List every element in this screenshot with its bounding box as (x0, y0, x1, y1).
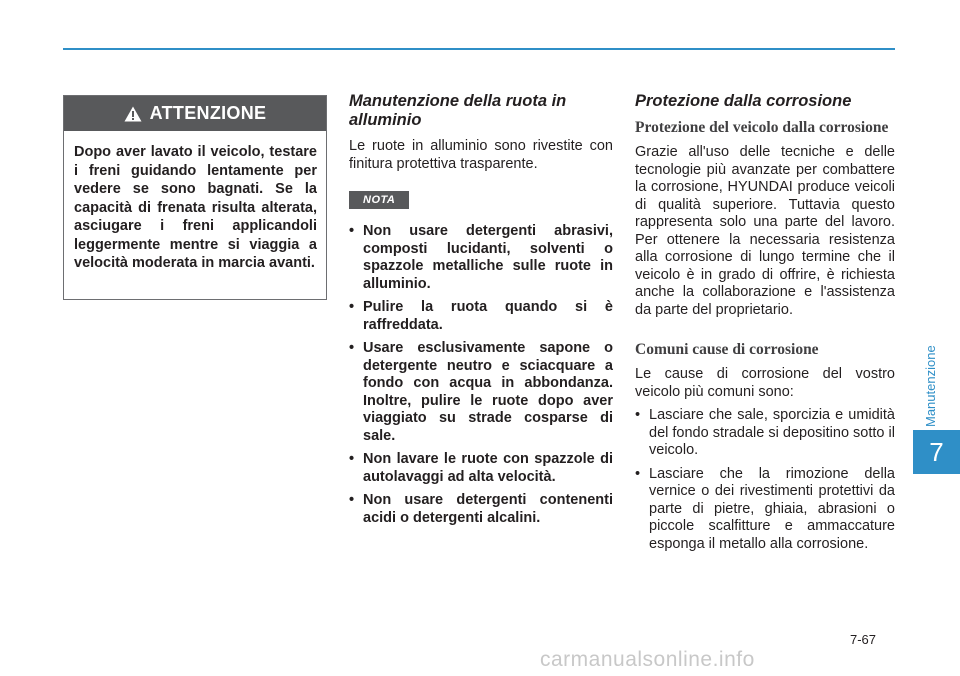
corrosion-paragraph: Grazie all'uso delle tecniche e delle tecnologie più avanzate per combattere la corrosione, HYUNDAI produce veicoli di qualità superiore. Tuttavia questo rappresenta solo una parte del lavoro. Per ottenere la necessaria resistenza alla corrosione di lungo termine che il veicolo è in grado di offrire, è richiesta anche la collaborazione e l'assistenza da parte del proprietario. (635, 144, 895, 318)
aluminium-bullet-list (349, 223, 613, 527)
chapter-tab: 7 (913, 430, 960, 474)
corrosion-subheading-protection: Protezione del veicolo dalla corrosione (635, 119, 889, 136)
corrosion-subheading-causes: Comuni cause di corrosione (635, 341, 819, 358)
list-item: • Non usare detergenti contenenti acidi o detergenti alcalini. (349, 492, 613, 526)
list-item: • Lasciare che la rimozione della vernice o dei rivestimenti protettivi da parte di pietre, ghiaia, abrasioni o piccole scalfitture e ammaccature esponga il metallo alla corrosione. (635, 465, 895, 552)
corrosion-bullet-list (635, 407, 895, 553)
list-item: • Pulire la ruota quando si è raffreddata. (349, 299, 613, 333)
section-name: Manutenzione (923, 345, 938, 427)
corrosion-causes-intro: Le cause di corrosione del vostro veicolo più comuni sono: (635, 366, 895, 400)
list-item: • Usare esclusivamente sapone o detergente neutro e sciacquare a fondo con acqua in abbondanza. Inoltre, pulire le ruote dopo aver viaggiato su strade cosparse di sale. (349, 340, 613, 444)
aluminium-intro: Le ruote in alluminio sono rivestite con finitura protettiva trasparente. (349, 138, 613, 172)
corrosion-section (635, 92, 895, 559)
page-number: 7-67 (850, 632, 877, 647)
warning-text: Dopo aver lavato il veicolo, testare i freni guidando lentamente per vedere se sono bagnati. Se la capacità di frenata risulta alterata, asciugare i freni applicandoli leggermente mentre si viaggia a velocità moderata in marcia avanti. (74, 144, 317, 271)
note-label: NOTA (349, 191, 409, 209)
list-item: • Non usare detergenti abrasivi, composti lucidanti, solventi o spazzole metalliche sulle ruote in alluminio. (349, 223, 613, 292)
top-rule (63, 48, 895, 50)
aluminium-wheel-section (349, 92, 613, 533)
aluminium-heading: Manutenzione della ruota in alluminio (349, 92, 567, 129)
warning-box (63, 95, 327, 300)
corrosion-heading: Protezione dalla corrosione (635, 92, 852, 110)
list-item: • Non lavare le ruote con spazzole di autolavaggi ad alta velocità. (349, 451, 613, 485)
warning-triangle-icon (124, 106, 142, 122)
list-item: • Lasciare che sale, sporcizia e umidità del fondo stradale si depositino sotto il veicolo. (635, 407, 895, 458)
warning-header (64, 96, 326, 131)
watermark: carmanualsonline.info (540, 648, 755, 671)
warning-title: ATTENZIONE (149, 103, 267, 123)
